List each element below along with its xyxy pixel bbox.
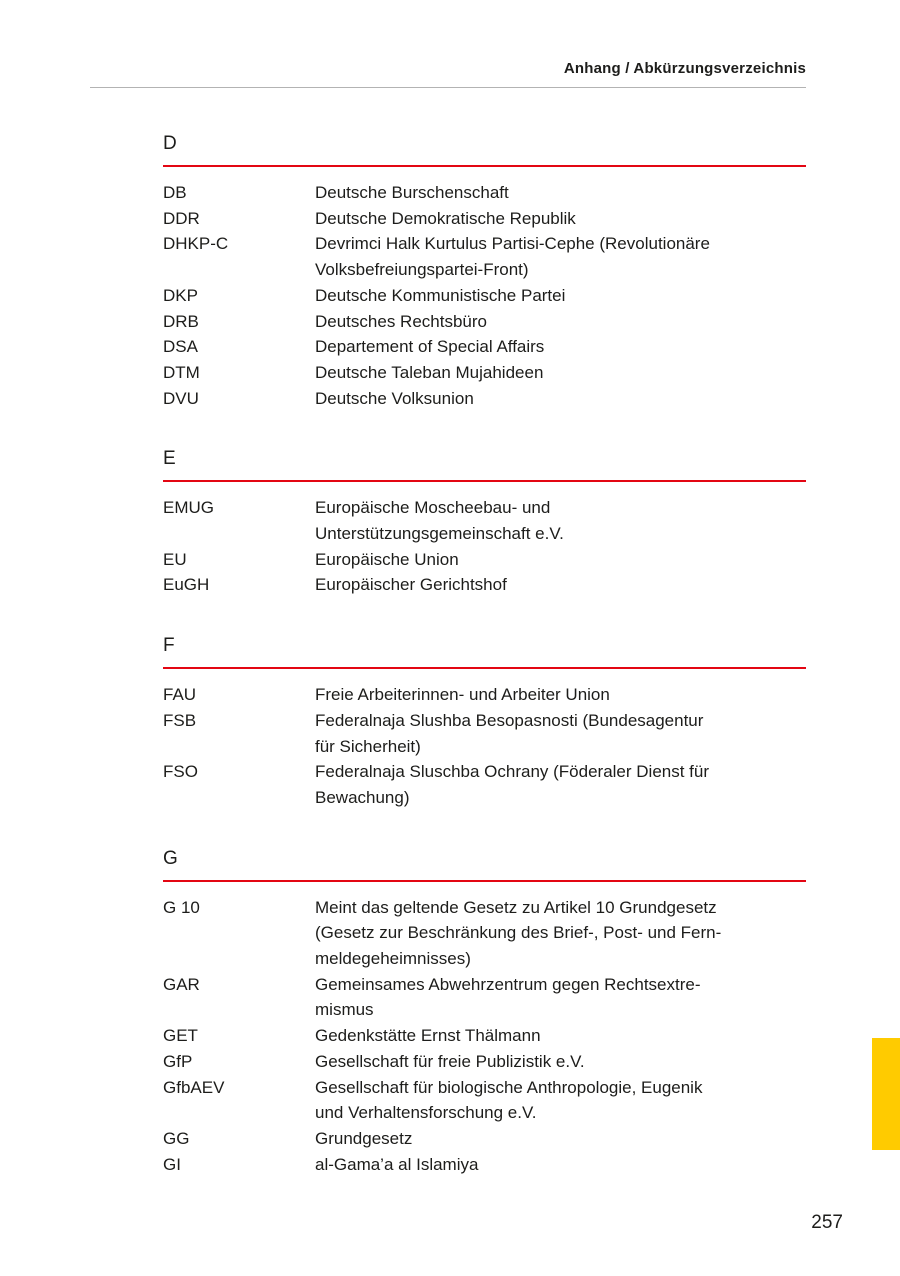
abbreviation-entry [163, 547, 806, 573]
definition [315, 495, 806, 546]
abbreviation: GG [163, 1128, 190, 1148]
definition-line: Federalnaja Slushba Besopasnosti (Bundesagentur [315, 710, 704, 730]
abbreviation: GI [163, 1154, 181, 1174]
definition [315, 1049, 806, 1075]
section-letter: E [163, 448, 176, 470]
section-rule [163, 165, 806, 167]
definition-line: Grundgesetz [315, 1128, 413, 1148]
definition-line: mismus [315, 1000, 374, 1020]
definition-line: Europäische Union [315, 549, 459, 569]
definition-line: Deutsche Demokratische Republik [315, 208, 576, 228]
definition-line: Gedenkstätte Ernst Thälmann [315, 1026, 541, 1046]
page-number: 257 [811, 1212, 843, 1233]
definition-line: meldegeheimnisses) [315, 949, 471, 969]
abbreviation: DSA [163, 337, 198, 357]
abbreviation: DTM [163, 362, 200, 382]
abbreviation-entry [163, 895, 806, 972]
abbreviation-entry [163, 495, 806, 546]
abbreviation: EMUG [163, 498, 214, 518]
entries [163, 895, 806, 1178]
letter-section [163, 132, 806, 411]
abbreviation-entry [163, 231, 806, 282]
abbreviation-entry [163, 1152, 806, 1178]
definition-line: Europäische Moscheebau- und [315, 498, 551, 518]
definition [315, 360, 806, 386]
abbreviation-entry [163, 1075, 806, 1126]
section-rule [163, 880, 806, 882]
abbreviation: DRB [163, 311, 199, 331]
abbreviation: DHKP-C [163, 234, 229, 254]
section-letter: F [163, 635, 175, 657]
section-letter: G [163, 847, 178, 869]
abbreviation-entry [163, 572, 806, 598]
running-header: Anhang / Abkürzungsverzeichnis [563, 60, 806, 77]
definition-line: für Sicherheit) [315, 736, 421, 756]
definition [315, 547, 806, 573]
definition-line: Volksbefreiungspartei-Front) [315, 260, 529, 280]
definition [315, 386, 806, 412]
entries [163, 180, 806, 411]
definition [315, 283, 806, 309]
abbreviation: GfbAEV [163, 1077, 225, 1097]
chapter-tab-marker [872, 1038, 900, 1150]
definition-line: Departement of Special Affairs [315, 337, 545, 357]
abbreviation-entry [163, 759, 806, 810]
abbreviation-entry [163, 972, 806, 1023]
definition [315, 759, 806, 810]
definition-line: Meint das geltende Gesetz zu Artikel 10 Grundgesetz [315, 897, 717, 917]
abbreviation: GfP [163, 1051, 193, 1071]
abbreviation: DDR [163, 208, 200, 228]
definition [315, 206, 806, 232]
abbreviation-entry [163, 1049, 806, 1075]
section-rule [163, 667, 806, 669]
definition [315, 572, 806, 598]
definition [315, 895, 806, 972]
definition-line: Deutsche Kommunistische Partei [315, 285, 566, 305]
definition-line: und Verhaltensforschung e.V. [315, 1103, 537, 1123]
definition [315, 1075, 806, 1126]
abbreviation: GAR [163, 974, 200, 994]
abbreviation: FSB [163, 710, 197, 730]
abbreviation: EuGH [163, 575, 210, 595]
page-header [90, 0, 806, 88]
letter-section [163, 447, 806, 598]
definition-line: Unterstützungsgemeinschaft e.V. [315, 524, 564, 544]
entries [163, 682, 806, 811]
definition [315, 972, 806, 1023]
abbreviation: DVU [163, 388, 199, 408]
abbreviation: GET [163, 1026, 198, 1046]
definition-line: Gemeinsames Abwehrzentrum gegen Rechtsextre- [315, 974, 701, 994]
letter-section [163, 847, 806, 1178]
definition [315, 231, 806, 282]
definition [315, 334, 806, 360]
definition-line: Deutsche Taleban Mujahideen [315, 362, 544, 382]
section-letter: D [163, 133, 177, 154]
definition-line: Deutsches Rechtsbüro [315, 311, 487, 331]
definition-line: al-Gama’a al Islamiya [315, 1154, 479, 1174]
abbreviation-entry [163, 283, 806, 309]
abbreviation-entry [163, 1126, 806, 1152]
abbreviation-entry [163, 360, 806, 386]
definition-line: Gesellschaft für freie Publizistik e.V. [315, 1051, 585, 1071]
abbreviation: FSO [163, 762, 198, 782]
definition [315, 708, 806, 759]
abbreviation: DKP [163, 285, 198, 305]
abbreviation: G 10 [163, 897, 200, 917]
definition-line: Europäischer Gerichtshof [315, 575, 507, 595]
letter-section [163, 634, 806, 811]
abbreviation-entry [163, 180, 806, 206]
entries [163, 495, 806, 598]
definition-line: Devrimci Halk Kurtulus Partisi-Cephe (Revolutionäre [315, 234, 710, 254]
definition-line: Freie Arbeiterinnen- und Arbeiter Union [315, 685, 610, 705]
abbreviation-entry [163, 206, 806, 232]
definition [315, 682, 806, 708]
definition [315, 1126, 806, 1152]
definition [315, 309, 806, 335]
definition-line: Federalnaja Sluschba Ochrany (Föderaler Dienst für [315, 762, 710, 782]
definition [315, 1152, 806, 1178]
definition-line: Deutsche Volksunion [315, 388, 474, 408]
abbreviation-entry [163, 682, 806, 708]
definition [315, 180, 806, 206]
definition-line: Gesellschaft für biologische Anthropologie, Eugenik [315, 1077, 703, 1097]
abbreviation: EU [163, 549, 187, 569]
abbreviation-entry [163, 708, 806, 759]
abbreviation-entry [163, 1023, 806, 1049]
definition-line: Deutsche Burschenschaft [315, 183, 509, 202]
definition [315, 1023, 806, 1049]
definition-line: (Gesetz zur Beschränkung des Brief-, Post- und Fern- [315, 923, 722, 943]
abbreviation: DB [163, 183, 187, 202]
abbreviation-entry [163, 309, 806, 335]
abbreviation-entry [163, 386, 806, 412]
abbreviation: FAU [163, 685, 197, 705]
abbreviation-list [163, 88, 806, 1177]
abbreviation-entry [163, 334, 806, 360]
section-rule [163, 480, 806, 482]
definition-line: Bewachung) [315, 787, 410, 807]
